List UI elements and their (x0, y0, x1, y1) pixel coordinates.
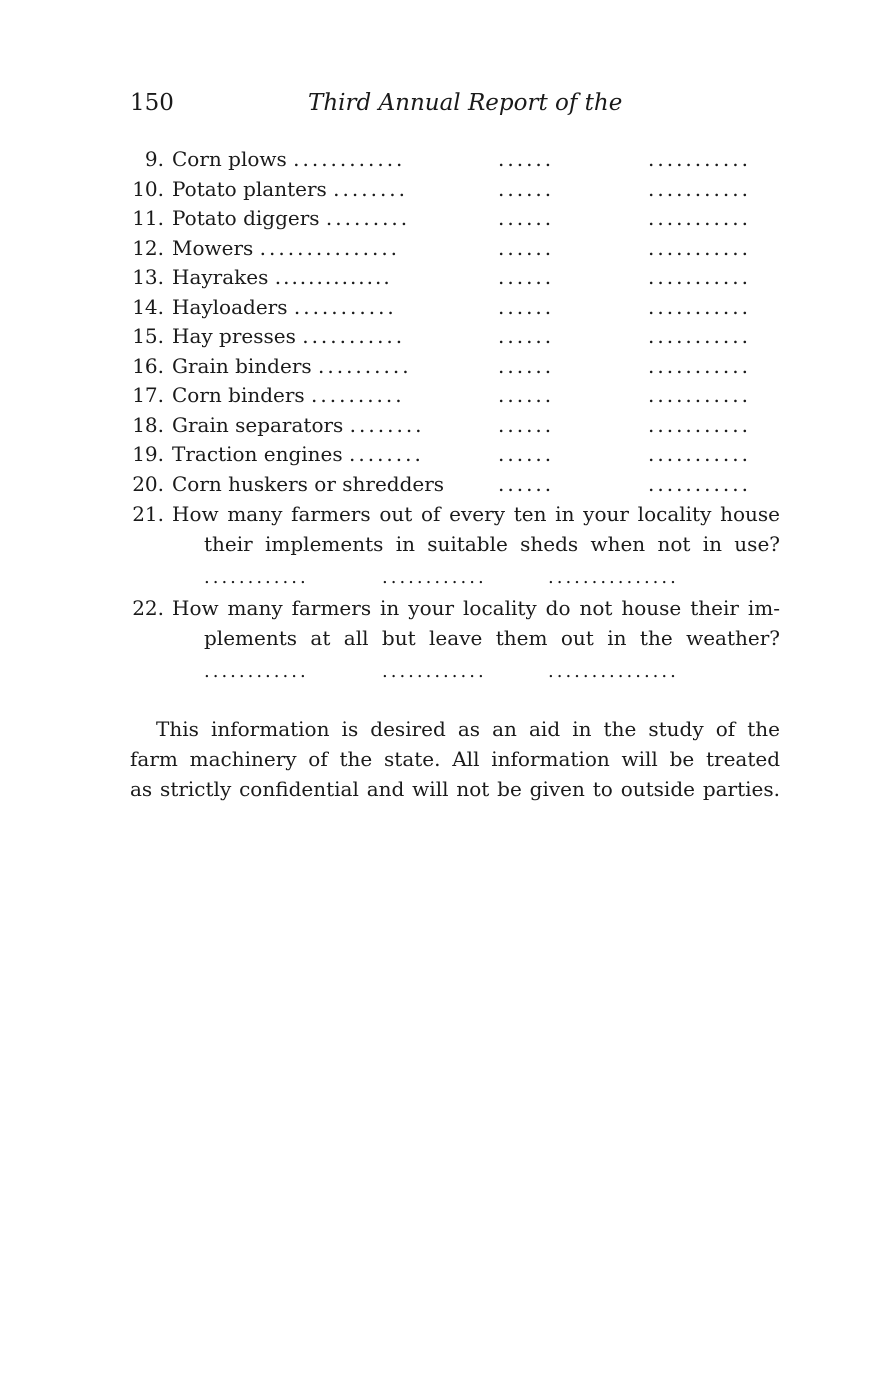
blank-column-b: ........... (648, 471, 751, 496)
item-label: Traction engines ........ (172, 442, 424, 466)
item-number: 11. (132, 206, 164, 230)
leader-dots: ........... (302, 324, 406, 348)
blank-column-a: ...... (498, 412, 555, 437)
blank-column-b: ........... (648, 147, 751, 171)
blank-column-b: ........... (648, 235, 751, 260)
list-item (130, 145, 780, 175)
item-number: 10. (132, 176, 164, 201)
blank-column-a: ...... (498, 147, 555, 171)
item-label: Mowers ............... (172, 235, 401, 260)
item-number: 9. (144, 147, 164, 171)
blank-column-a: ...... (498, 235, 555, 260)
item-number: 13. (132, 265, 164, 289)
question-text-line: plements at all but leave them out in the weather? (204, 626, 780, 650)
item-number: 19. (132, 442, 164, 466)
item-label: Hayloaders ........... (172, 294, 397, 319)
answer-dots: ............ (382, 567, 487, 588)
blank-column-b: ........... (648, 383, 751, 407)
blank-column-b: ........... (648, 206, 751, 230)
blank-column-b: ........... (648, 353, 751, 378)
blank-column-a: ...... (498, 206, 555, 230)
list-item (130, 381, 780, 411)
blank-column-a: ...... (498, 265, 555, 289)
blank-column-a: ...... (498, 383, 555, 407)
item-number: 12. (132, 235, 164, 260)
question-text-line: their implements in suitable sheds when not in use? (204, 532, 780, 556)
leader-dots: .......... (311, 383, 405, 407)
blank-column-b: ........... (648, 294, 751, 319)
item-label: Corn huskers or shredders (172, 471, 445, 496)
item-number: 20. (132, 471, 164, 496)
item-number: 16. (132, 353, 164, 378)
blank-column-a: ...... (498, 442, 555, 466)
answer-dots: ............ (204, 567, 309, 588)
page-header (130, 90, 780, 124)
leader-dots: ........ (349, 412, 425, 437)
leader-dots: ............ (293, 147, 406, 171)
item-label: Hayrakes .............. (172, 265, 392, 289)
list-item (130, 263, 780, 293)
item-label: Hay presses ........... (172, 324, 406, 348)
list-item (130, 470, 780, 500)
note-line: farm machinery of the state. All information will be treated (130, 747, 780, 771)
item-number: 14. (132, 294, 164, 319)
list-item (130, 293, 780, 323)
item-label: Grain separators ........ (172, 412, 425, 437)
answer-blank (130, 559, 780, 593)
running-title: Third Annual Report of the (308, 90, 623, 116)
item-label: Corn plows ............ (172, 147, 406, 171)
item-label: Corn binders .......... (172, 383, 405, 407)
item-number: 15. (132, 324, 164, 348)
answer-blank (130, 653, 780, 687)
blank-column-a: ...... (498, 471, 555, 496)
confidentiality-note (130, 714, 780, 804)
answer-dots: ............... (548, 567, 679, 588)
leader-dots: .............. (274, 265, 392, 289)
leader-dots: ........ (333, 176, 409, 201)
answer-dots: ............ (382, 661, 487, 682)
blank-column-b: ........... (648, 265, 751, 289)
list-item (130, 322, 780, 352)
list-item (130, 234, 780, 264)
page-number: 150 (130, 90, 174, 116)
note-line: as strictly confidential and will not be given to outside parties. (130, 777, 780, 801)
list-item (130, 411, 780, 441)
blank-column-b: ........... (648, 176, 751, 201)
question-number: 21. (132, 502, 164, 526)
list-item (130, 352, 780, 382)
blank-column-a: ...... (498, 176, 555, 201)
item-number: 18. (132, 412, 164, 437)
blank-column-b: ........... (648, 442, 751, 466)
item-label: Grain binders .......... (172, 353, 412, 378)
list-item (130, 440, 780, 470)
answer-dots: ............ (204, 661, 309, 682)
question-text-line: How many farmers out of every ten in your locality house (172, 502, 780, 526)
question-21 (130, 499, 780, 593)
blank-column-a: ...... (498, 324, 555, 348)
question-text-line: How many farmers in your locality do not house their im- (172, 596, 780, 620)
question-22 (130, 593, 780, 687)
blank-column-a: ...... (498, 353, 555, 378)
blank-column-b: ........... (648, 324, 751, 348)
list-item (130, 204, 780, 234)
item-number: 17. (132, 383, 164, 407)
blank-column-a: ...... (498, 294, 555, 319)
answer-dots: ............... (548, 661, 679, 682)
blank-column-b: ........... (648, 412, 751, 437)
item-label: Potato diggers ......... (172, 206, 411, 230)
implement-list (130, 145, 780, 687)
note-line: This information is desired as an aid in the study of the (156, 717, 780, 741)
leader-dots: .......... (318, 353, 412, 378)
question-number: 22. (132, 596, 164, 620)
item-label: Potato planters ........ (172, 176, 409, 201)
leader-dots: ........ (349, 442, 424, 466)
leader-dots: ............... (259, 235, 401, 260)
leader-dots: ......... (325, 206, 411, 230)
leader-dots: ........... (293, 294, 397, 319)
list-item (130, 175, 780, 205)
